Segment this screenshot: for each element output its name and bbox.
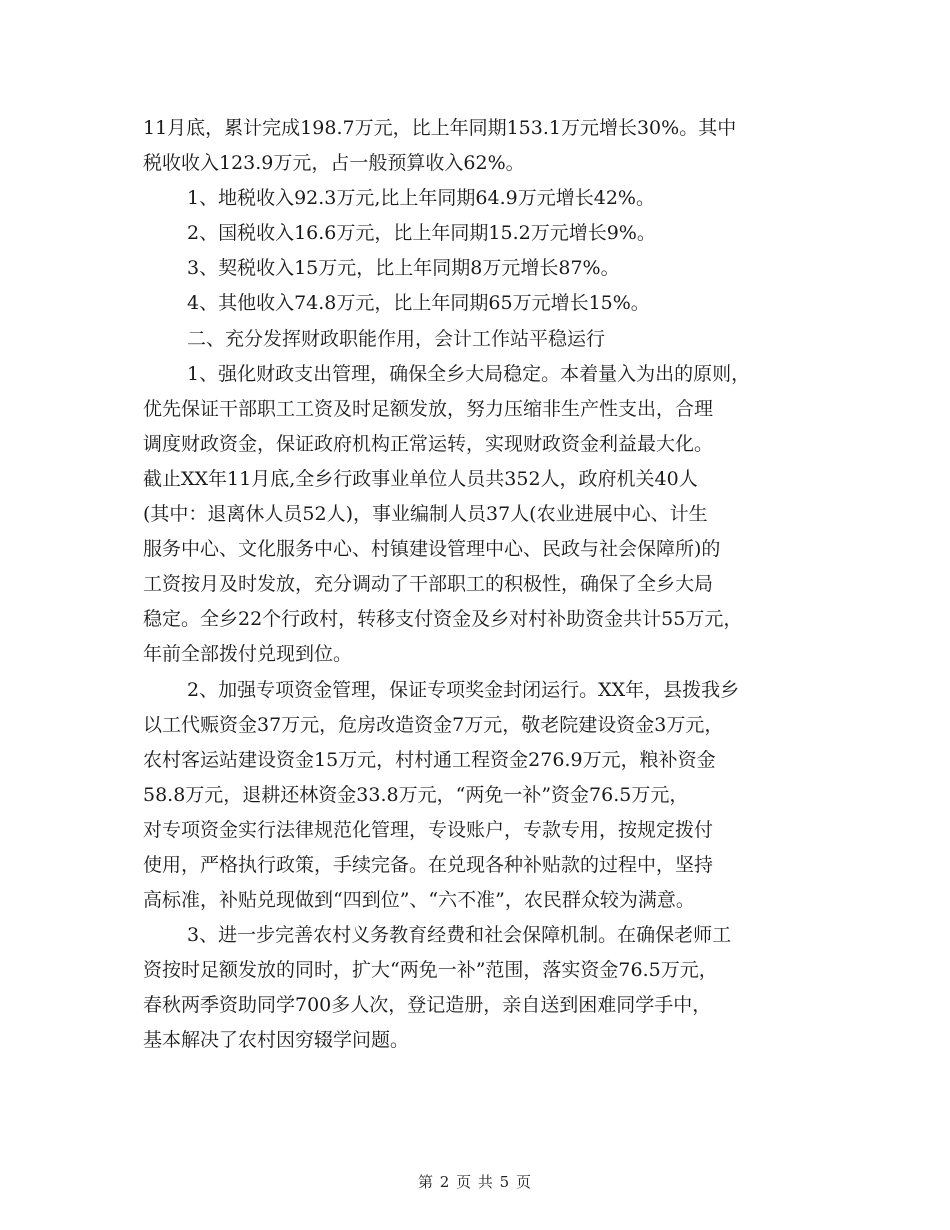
text-line: 调度财政资金，保证政府机构正常运转，实现财政资金利益最大化。 xyxy=(143,432,714,455)
list-item: 3、契税收入15万元，比上年同期8万元增长87%。 xyxy=(187,257,620,280)
list-item: 2、国税收入16.6万元，比上年同期15.2万元增长9%。 xyxy=(187,222,656,245)
text-line: 58.8万元，退耕还林资金33.8万元，“两免一补”资金76.5万元， xyxy=(143,783,689,806)
text-line: 高标准，补贴兑现做到“四到位”、“六不准”，农民群众较为满意。 xyxy=(143,889,695,912)
text-line: 春秋两季资助同学700多人次，登记造册，亲自送到困难同学手中， xyxy=(143,994,712,1017)
text-line: 稳定。全乡22个行政村，转移支付资金及乡对村补助资金共计55万元， xyxy=(143,608,743,631)
text-line: 11月底，累计完成198.7万元，比上年同期153.1万元增长30%。其中 xyxy=(143,117,737,139)
section-heading: 二、充分发挥财政职能作用，会计工作站平稳运行 xyxy=(187,327,606,350)
page-footer: 第 2 页 共 5 页 xyxy=(418,1173,532,1191)
paragraph-start: 2、加强专项资金管理，保证专项奖金封闭运行。XX年，县拨我乡 xyxy=(187,678,740,701)
text-line: 服务中心、文化服务中心、村镇建设管理中心、民政与社会保障所)的 xyxy=(143,538,721,561)
text-line: 使用，严格执行政策，手续完备。在兑现各种补贴款的过程中，坚持 xyxy=(143,853,714,876)
text-line: 对专项资金实行法律规范化管理，专设账户，专款专用，按规定拨付 xyxy=(143,818,714,841)
document-body xyxy=(143,111,843,1059)
text-line: 截止XX年11月底,全乡行政事业单位人员共352人，政府机关40人 xyxy=(143,467,698,490)
text-line: 税收收入123.9万元，占一般预算收入62%。 xyxy=(143,152,525,175)
text-line: 农村客运站建设资金15万元，村村通工程资金276.9万元，粮补资金 xyxy=(143,748,716,771)
text-line: 基本解决了农村因穷辍学问题。 xyxy=(143,1029,410,1052)
text-line: 工资按月及时发放，充分调动了干部职工的积极性，确保了全乡大局 xyxy=(143,573,714,596)
text-line: (其中：退离休人员52人)，事业编制人员37人(农业进展中心、计生 xyxy=(143,503,708,526)
text-line: 以工代赈资金37万元，危房改造资金7万元，敬老院建设资金3万元， xyxy=(143,713,724,736)
text-line: 优先保证干部职工工资及时足额发放，努力压缩非生产性支出，合理 xyxy=(143,397,714,420)
list-item: 4、其他收入74.8万元，比上年同期65万元增长15%。 xyxy=(187,292,650,315)
list-item: 1、地税收入92.3万元,比上年同期64.9万元增长42%。 xyxy=(187,187,655,210)
paragraph-start: 3、进一步完善农村义务教育经费和社会保障机制。在确保老师工 xyxy=(187,924,732,947)
paragraph-start: 1、强化财政支出管理，确保全乡大局稳定。本着量入为出的原则， xyxy=(187,362,751,385)
text-line: 资按时足额发放的同时，扩大“两免一补”范围，落实资金76.5万元， xyxy=(143,959,718,982)
text-line: 年前全部拨付兑现到位。 xyxy=(143,643,353,666)
